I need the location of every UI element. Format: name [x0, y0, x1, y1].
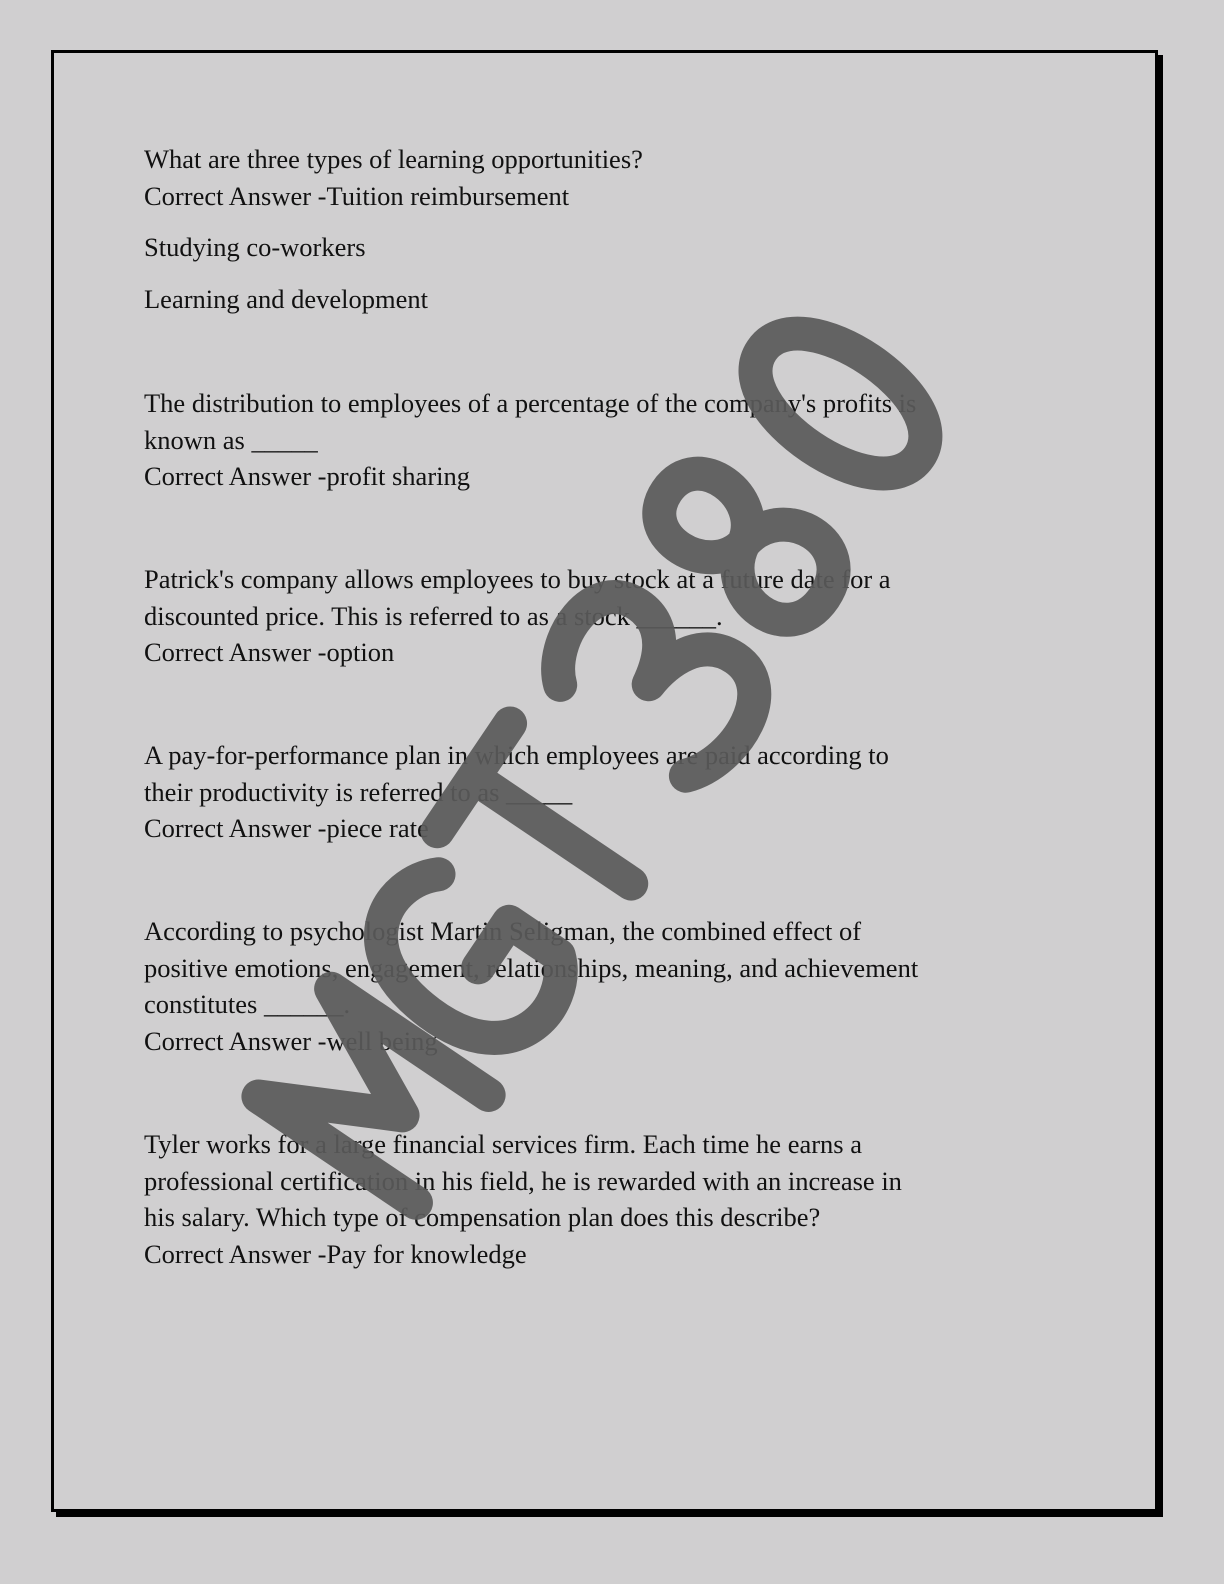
answer-extra-line: Learning and development: [144, 283, 429, 314]
qa-item: [144, 1126, 1084, 1272]
qa-item: [144, 913, 1084, 1059]
qa-item: [144, 737, 1084, 847]
question-line: According to psychologist Martin Seligman, the combined effect of: [144, 916, 862, 946]
answer-text: Correct Answer -profit sharing: [144, 461, 471, 491]
question-line: professional certification in his field, he is rewarded with an increase in: [144, 1165, 902, 1196]
answer-text: Correct Answer -option: [144, 637, 395, 667]
question-text: What are three types of learning opportunities?: [144, 144, 643, 174]
question-line: constitutes ______.: [144, 989, 351, 1019]
answer-text: Correct Answer -piece rate: [144, 813, 429, 843]
answer-extra-line: Studying co-workers: [144, 232, 366, 262]
question-line: positive emotions, engagement, relationships, meaning, and achievement: [144, 952, 919, 983]
question-line: their productivity is referred to as _____: [144, 776, 573, 807]
qa-item: [144, 385, 1084, 495]
question-line: Tyler works for a large financial services firm. Each time he earns a: [144, 1129, 862, 1159]
question-line: known as _____: [144, 424, 318, 455]
answer-text: Correct Answer -Pay for knowledge: [144, 1238, 527, 1269]
question-line: his salary. Which type of compensation plan does this describe?: [144, 1202, 821, 1232]
qa-item: [144, 561, 1084, 671]
answer-text: Correct Answer -well being: [144, 1025, 438, 1056]
question-line: A pay-for-performance plan in which employees are paid according to: [144, 740, 889, 770]
question-line: discounted price. This is referred to as a stock ______.: [144, 600, 723, 631]
question-line: The distribution to employees of a percentage of the company's profits is: [144, 388, 917, 418]
qa-item: [144, 141, 1084, 317]
question-line: Patrick's company allows employees to buy stock at a future date for a: [144, 564, 891, 594]
answer-text: Correct Answer -Tuition reimbursement: [144, 180, 570, 211]
